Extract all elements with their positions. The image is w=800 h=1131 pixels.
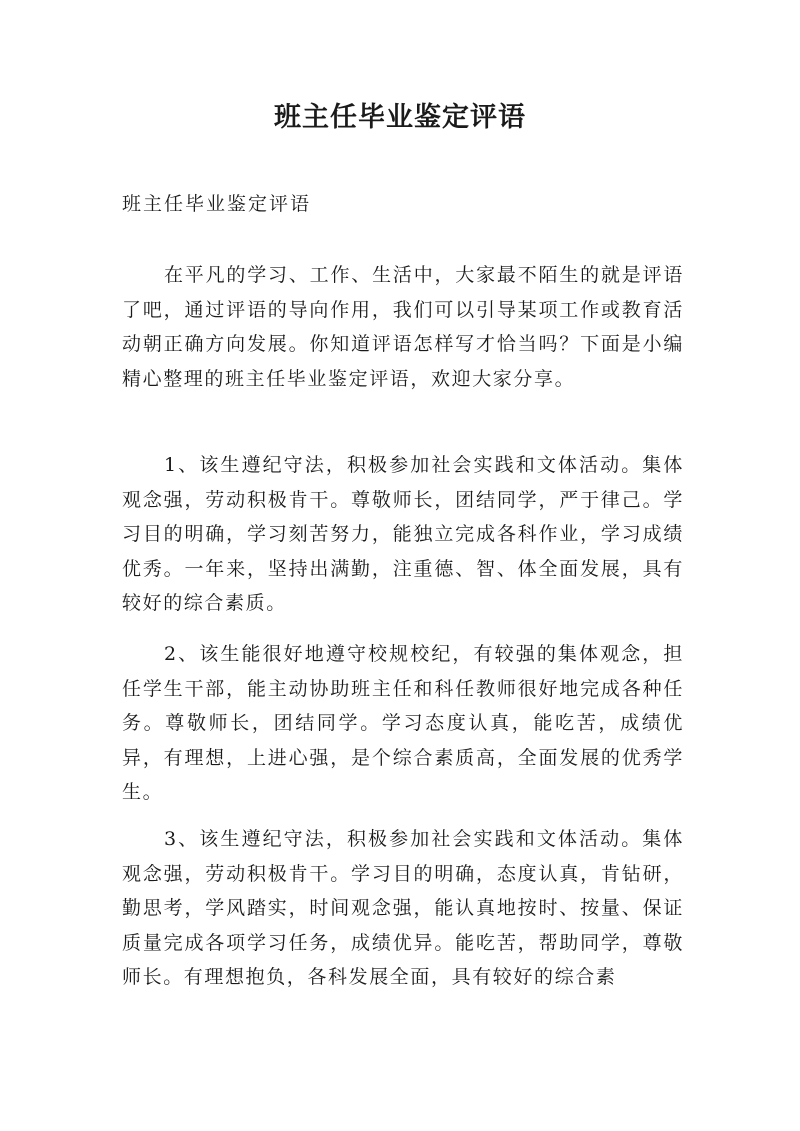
comment-item-2: 2、该生能很好地遵守校规校纪，有较强的集体观念，担任学生干部，能主动协助班主任和科任教师很好地完成各种任务。尊敬师长，团结同学。学习态度认真，能吃苦，成绩优异，有理想，上进心强，是个综合素质高，全面发展的优秀学生。 bbox=[122, 643, 684, 803]
document-title: 班主任毕业鉴定评语 bbox=[274, 102, 526, 133]
comment-item-1: 1、该生遵纪守法，积极参加社会实践和文体活动。集体观念强，劳动积极肯干。尊敬师长，团结同学，严于律己。学习目的明确，学习刻苦努力，能独立完成各科作业，学习成绩优秀。一年来，坚持出满勤，注重德、智、体全面发展，具有较好的综合素质。 bbox=[122, 454, 684, 614]
intro-paragraph: 在平凡的学习、工作、生活中，大家最不陌生的就是评语了吧，通过评语的导向作用，我们可以引导某项工作或教育活动朝正确方向发展。你知道评语怎样写才恰当吗？下面是小编精心整理的班主任毕业鉴定评语，欢迎大家分享。 bbox=[122, 264, 684, 390]
comment-item-3: 3、该生遵纪守法，积极参加社会实践和文体活动。集体观念强，劳动积极肯干。学习目的明确，态度认真，肯钻研，勤思考，学风踏实，时间观念强，能认真地按时、按量、保证质量完成各项学习任务，成绩优异。能吃苦，帮助同学，尊敬师长。有理想抱负，各科发展全面，具有较好的综合素 bbox=[122, 828, 684, 988]
document-subtitle: 班主任毕业鉴定评语 bbox=[122, 193, 312, 215]
